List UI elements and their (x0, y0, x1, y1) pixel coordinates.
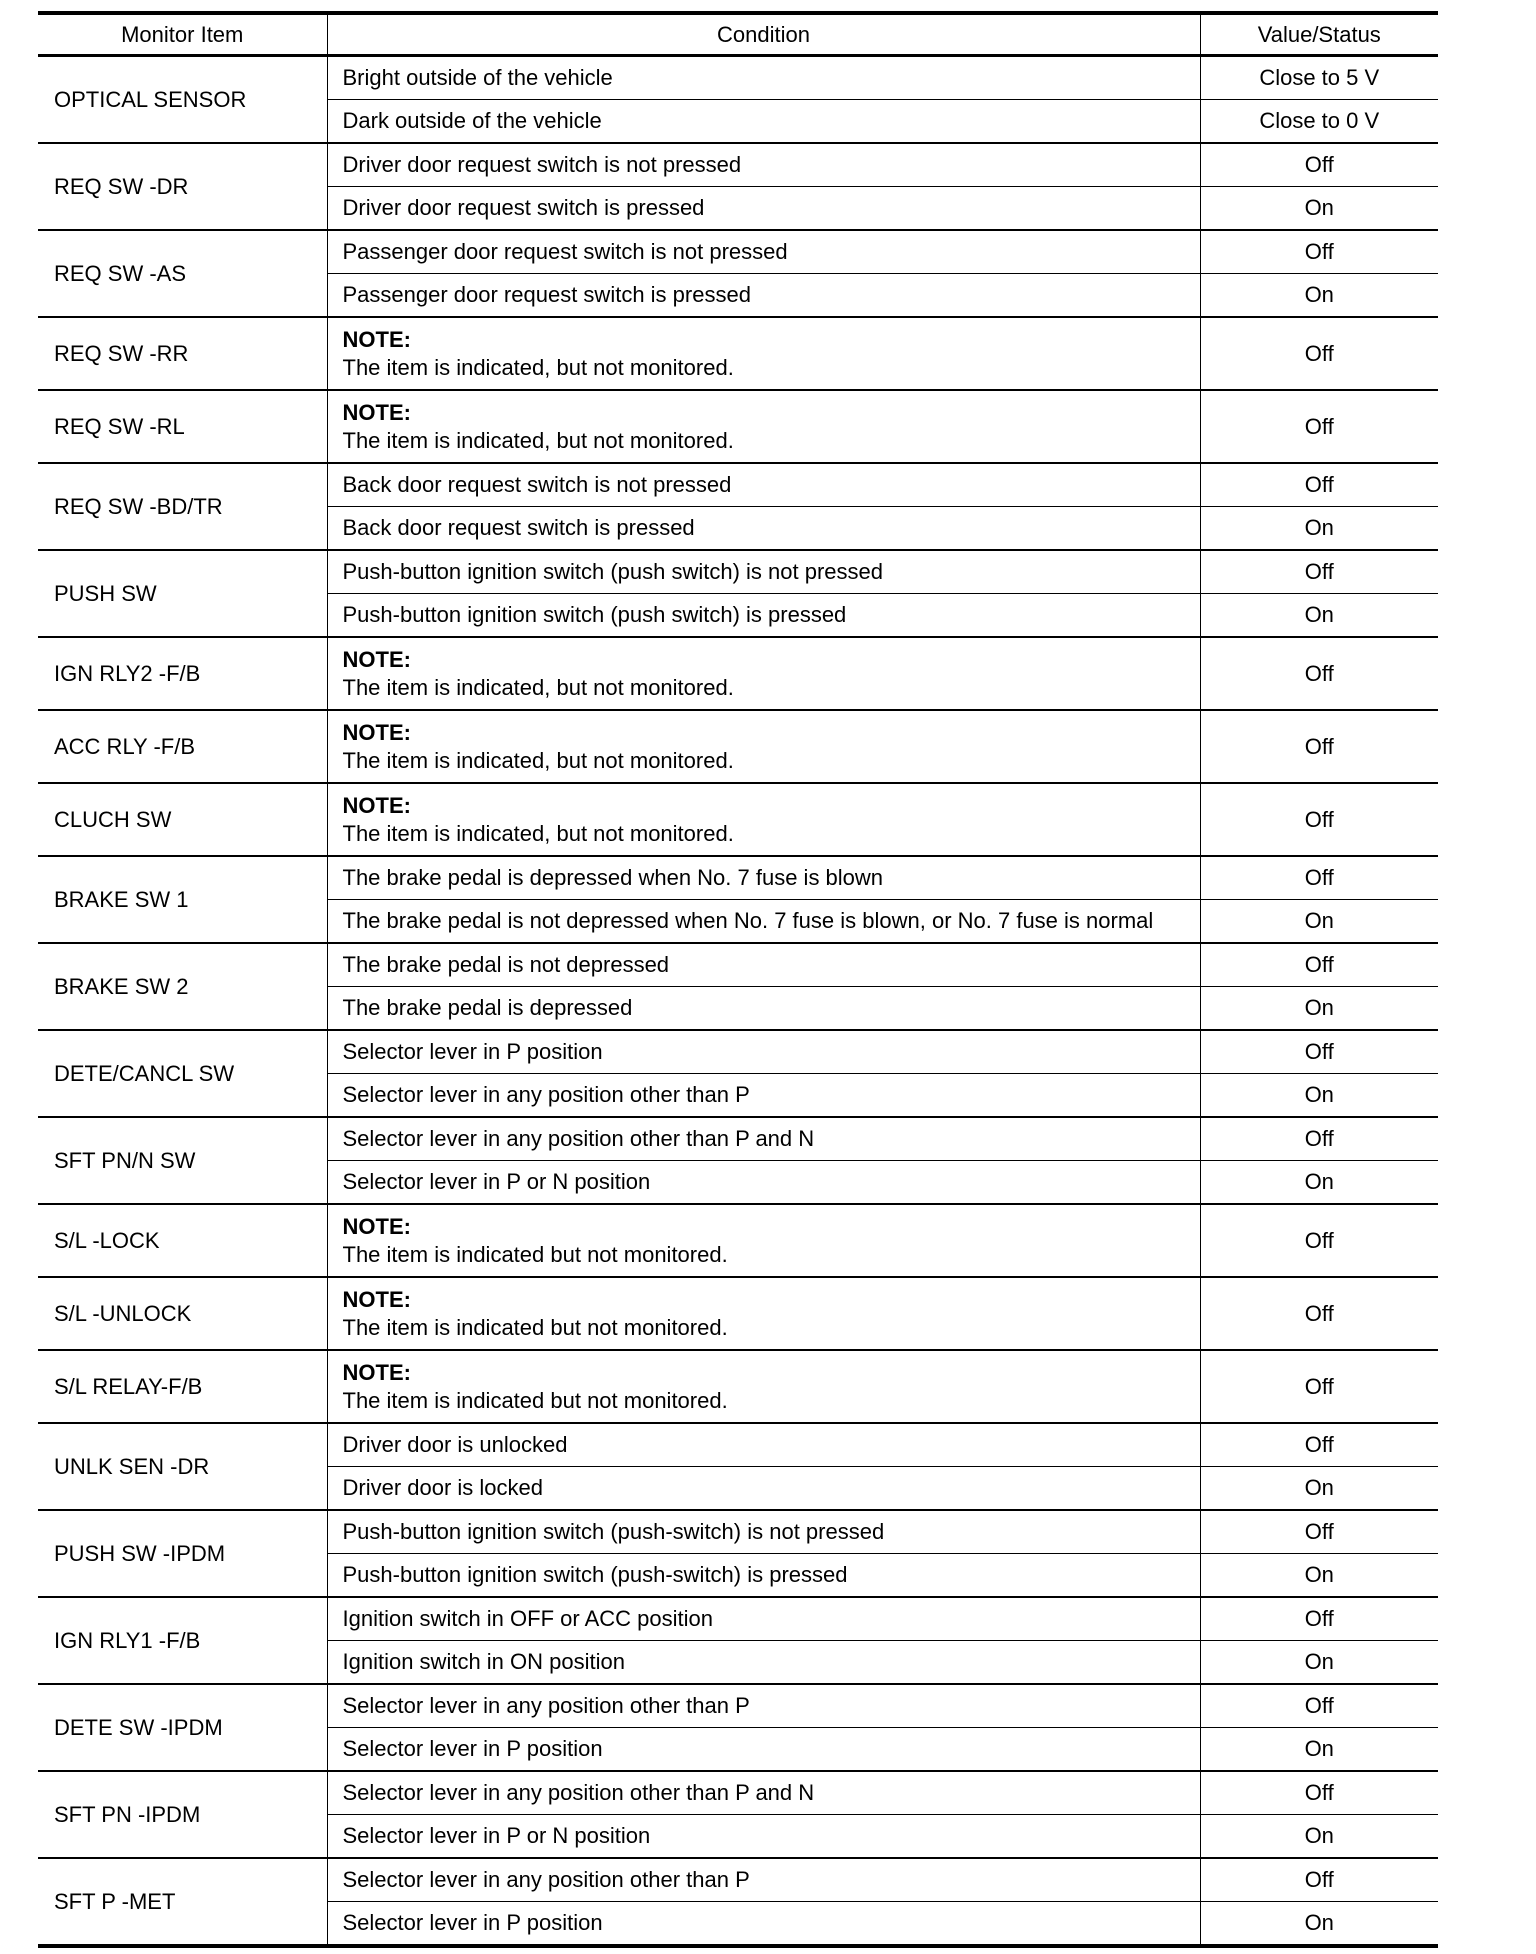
condition-cell: Bright outside of the vehicle (327, 56, 1200, 100)
monitor-item-table (38, 11, 1438, 1948)
value-status-cell: On (1200, 1902, 1438, 1947)
condition-cell: The brake pedal is not depressed when No. 7 fuse is blown, or No. 7 fuse is normal (327, 900, 1200, 944)
monitor-item-name: REQ SW -RR (38, 317, 327, 390)
value-status-cell: Off (1200, 230, 1438, 274)
monitor-item-name: S/L RELAY-F/B (38, 1350, 327, 1423)
table-row (38, 1597, 1438, 1641)
value-status-cell: On (1200, 1554, 1438, 1598)
monitor-item-name: IGN RLY1 -F/B (38, 1597, 327, 1684)
table-row (38, 1277, 1438, 1350)
value-status-cell: On (1200, 987, 1438, 1031)
condition-cell: Dark outside of the vehicle (327, 100, 1200, 144)
condition-cell: Selector lever in any position other than P (327, 1858, 1200, 1902)
value-status-cell: Off (1200, 1030, 1438, 1074)
monitor-item-name: BRAKE SW 1 (38, 856, 327, 943)
condition-cell (327, 317, 1200, 390)
value-status-cell: Off (1200, 1423, 1438, 1467)
monitor-item-name: SFT P -MET (38, 1858, 327, 1946)
condition-cell: Ignition switch in ON position (327, 1641, 1200, 1685)
condition-cell: Driver door request switch is not pressed (327, 143, 1200, 187)
condition-cell: Selector lever in P or N position (327, 1161, 1200, 1205)
condition-cell: The brake pedal is not depressed (327, 943, 1200, 987)
condition-cell (327, 1277, 1200, 1350)
table-row (38, 1684, 1438, 1728)
value-status-cell: Off (1200, 1684, 1438, 1728)
table-row (38, 1117, 1438, 1161)
table-row (38, 1858, 1438, 1902)
note-text: The item is indicated but not monitored. (342, 1241, 728, 1267)
value-status-cell: Off (1200, 637, 1438, 710)
value-status-cell: Off (1200, 1858, 1438, 1902)
monitor-item-name: PUSH SW -IPDM (38, 1510, 327, 1597)
condition-cell: Push-button ignition switch (push switch) is pressed (327, 594, 1200, 638)
monitor-item-name: S/L -UNLOCK (38, 1277, 327, 1350)
value-status-cell: On (1200, 1161, 1438, 1205)
condition-cell: Selector lever in P position (327, 1728, 1200, 1772)
note-text: The item is indicated, but not monitored. (342, 747, 734, 773)
value-status-cell: Off (1200, 783, 1438, 856)
value-status-cell: On (1200, 187, 1438, 231)
condition-cell: Push-button ignition switch (push-switch) is pressed (327, 1554, 1200, 1598)
table-row (38, 710, 1438, 783)
header-condition: Condition (327, 13, 1200, 56)
table-row (38, 783, 1438, 856)
table-row (38, 1510, 1438, 1554)
monitor-item-name: REQ SW -BD/TR (38, 463, 327, 550)
condition-cell (327, 783, 1200, 856)
condition-cell: Driver door request switch is pressed (327, 187, 1200, 231)
table-row (38, 1030, 1438, 1074)
note-text: The item is indicated but not monitored. (342, 1314, 728, 1340)
table-row (38, 317, 1438, 390)
note-label: NOTE: (342, 1359, 411, 1385)
monitor-item-name: DETE/CANCL SW (38, 1030, 327, 1117)
condition-cell: Passenger door request switch is pressed (327, 274, 1200, 318)
monitor-item-name: CLUCH SW (38, 783, 327, 856)
value-status-cell: Off (1200, 143, 1438, 187)
condition-cell: Back door request switch is not pressed (327, 463, 1200, 507)
value-status-cell: Off (1200, 943, 1438, 987)
monitor-item-name: UNLK SEN -DR (38, 1423, 327, 1510)
condition-cell: Selector lever in any position other than P and N (327, 1117, 1200, 1161)
value-status-cell: On (1200, 1728, 1438, 1772)
value-status-cell: Off (1200, 1597, 1438, 1641)
condition-cell: Selector lever in any position other than P (327, 1074, 1200, 1118)
header-value-status: Value/Status (1200, 13, 1438, 56)
value-status-cell: Off (1200, 550, 1438, 594)
table-row (38, 1350, 1438, 1423)
condition-cell: Back door request switch is pressed (327, 507, 1200, 551)
monitor-item-name: ACC RLY -F/B (38, 710, 327, 783)
table-body (38, 56, 1438, 1947)
table-row (38, 1771, 1438, 1815)
condition-cell (327, 390, 1200, 463)
value-status-cell: Off (1200, 1771, 1438, 1815)
value-status-cell: On (1200, 1074, 1438, 1118)
table-row (38, 856, 1438, 900)
value-status-cell: On (1200, 274, 1438, 318)
note-label: NOTE: (342, 646, 411, 672)
condition-cell (327, 710, 1200, 783)
table-row (38, 390, 1438, 463)
condition-cell: Push-button ignition switch (push switch) is not pressed (327, 550, 1200, 594)
value-status-cell: Off (1200, 1277, 1438, 1350)
table-row (38, 56, 1438, 100)
condition-cell: Driver door is locked (327, 1467, 1200, 1511)
monitor-item-name: DETE SW -IPDM (38, 1684, 327, 1771)
condition-cell (327, 637, 1200, 710)
condition-cell: Passenger door request switch is not pressed (327, 230, 1200, 274)
value-status-cell: Off (1200, 463, 1438, 507)
table-row (38, 230, 1438, 274)
monitor-item-name: REQ SW -AS (38, 230, 327, 317)
monitor-item-name: SFT PN/N SW (38, 1117, 327, 1204)
condition-cell (327, 1350, 1200, 1423)
value-status-cell: Off (1200, 317, 1438, 390)
condition-cell: The brake pedal is depressed (327, 987, 1200, 1031)
table-header-row (38, 13, 1438, 56)
condition-cell: Push-button ignition switch (push-switch) is not pressed (327, 1510, 1200, 1554)
condition-cell: Selector lever in any position other than P and N (327, 1771, 1200, 1815)
condition-cell: Selector lever in P or N position (327, 1815, 1200, 1859)
value-status-cell: Off (1200, 1117, 1438, 1161)
monitor-item-name: BRAKE SW 2 (38, 943, 327, 1030)
header-monitor-item: Monitor Item (38, 13, 327, 56)
value-status-cell: Off (1200, 1204, 1438, 1277)
condition-cell: Ignition switch in OFF or ACC position (327, 1597, 1200, 1641)
condition-cell: Selector lever in P position (327, 1902, 1200, 1947)
monitor-item-name: IGN RLY2 -F/B (38, 637, 327, 710)
note-label: NOTE: (342, 792, 411, 818)
condition-cell: Driver door is unlocked (327, 1423, 1200, 1467)
monitor-item-name: REQ SW -DR (38, 143, 327, 230)
condition-cell: The brake pedal is depressed when No. 7 fuse is blown (327, 856, 1200, 900)
condition-cell: Selector lever in any position other than P (327, 1684, 1200, 1728)
value-status-cell: Off (1200, 390, 1438, 463)
condition-cell (327, 1204, 1200, 1277)
note-text: The item is indicated, but not monitored. (342, 354, 734, 380)
value-status-cell: On (1200, 1815, 1438, 1859)
monitor-item-name: S/L -LOCK (38, 1204, 327, 1277)
table-row (38, 143, 1438, 187)
note-text: The item is indicated, but not monitored. (342, 427, 734, 453)
value-status-cell: On (1200, 900, 1438, 944)
value-status-cell: On (1200, 1467, 1438, 1511)
note-text: The item is indicated, but not monitored. (342, 674, 734, 700)
monitor-item-name: PUSH SW (38, 550, 327, 637)
note-text: The item is indicated, but not monitored. (342, 820, 734, 846)
value-status-cell: Close to 0 V (1200, 100, 1438, 144)
table-row (38, 637, 1438, 710)
note-label: NOTE: (342, 1286, 411, 1312)
value-status-cell: On (1200, 594, 1438, 638)
table-row (38, 1423, 1438, 1467)
value-status-cell: Off (1200, 856, 1438, 900)
table-row (38, 550, 1438, 594)
value-status-cell: Off (1200, 710, 1438, 783)
condition-cell: Selector lever in P position (327, 1030, 1200, 1074)
note-text: The item is indicated but not monitored. (342, 1387, 728, 1413)
value-status-cell: Off (1200, 1510, 1438, 1554)
monitor-item-name: OPTICAL SENSOR (38, 56, 327, 144)
value-status-cell: Off (1200, 1350, 1438, 1423)
table-row (38, 943, 1438, 987)
note-label: NOTE: (342, 326, 411, 352)
table-row (38, 1204, 1438, 1277)
monitor-item-name: SFT PN -IPDM (38, 1771, 327, 1858)
value-status-cell: Close to 5 V (1200, 56, 1438, 100)
note-label: NOTE: (342, 1213, 411, 1239)
value-status-cell: On (1200, 1641, 1438, 1685)
value-status-cell: On (1200, 507, 1438, 551)
monitor-item-name: REQ SW -RL (38, 390, 327, 463)
note-label: NOTE: (342, 399, 411, 425)
note-label: NOTE: (342, 719, 411, 745)
table-row (38, 463, 1438, 507)
